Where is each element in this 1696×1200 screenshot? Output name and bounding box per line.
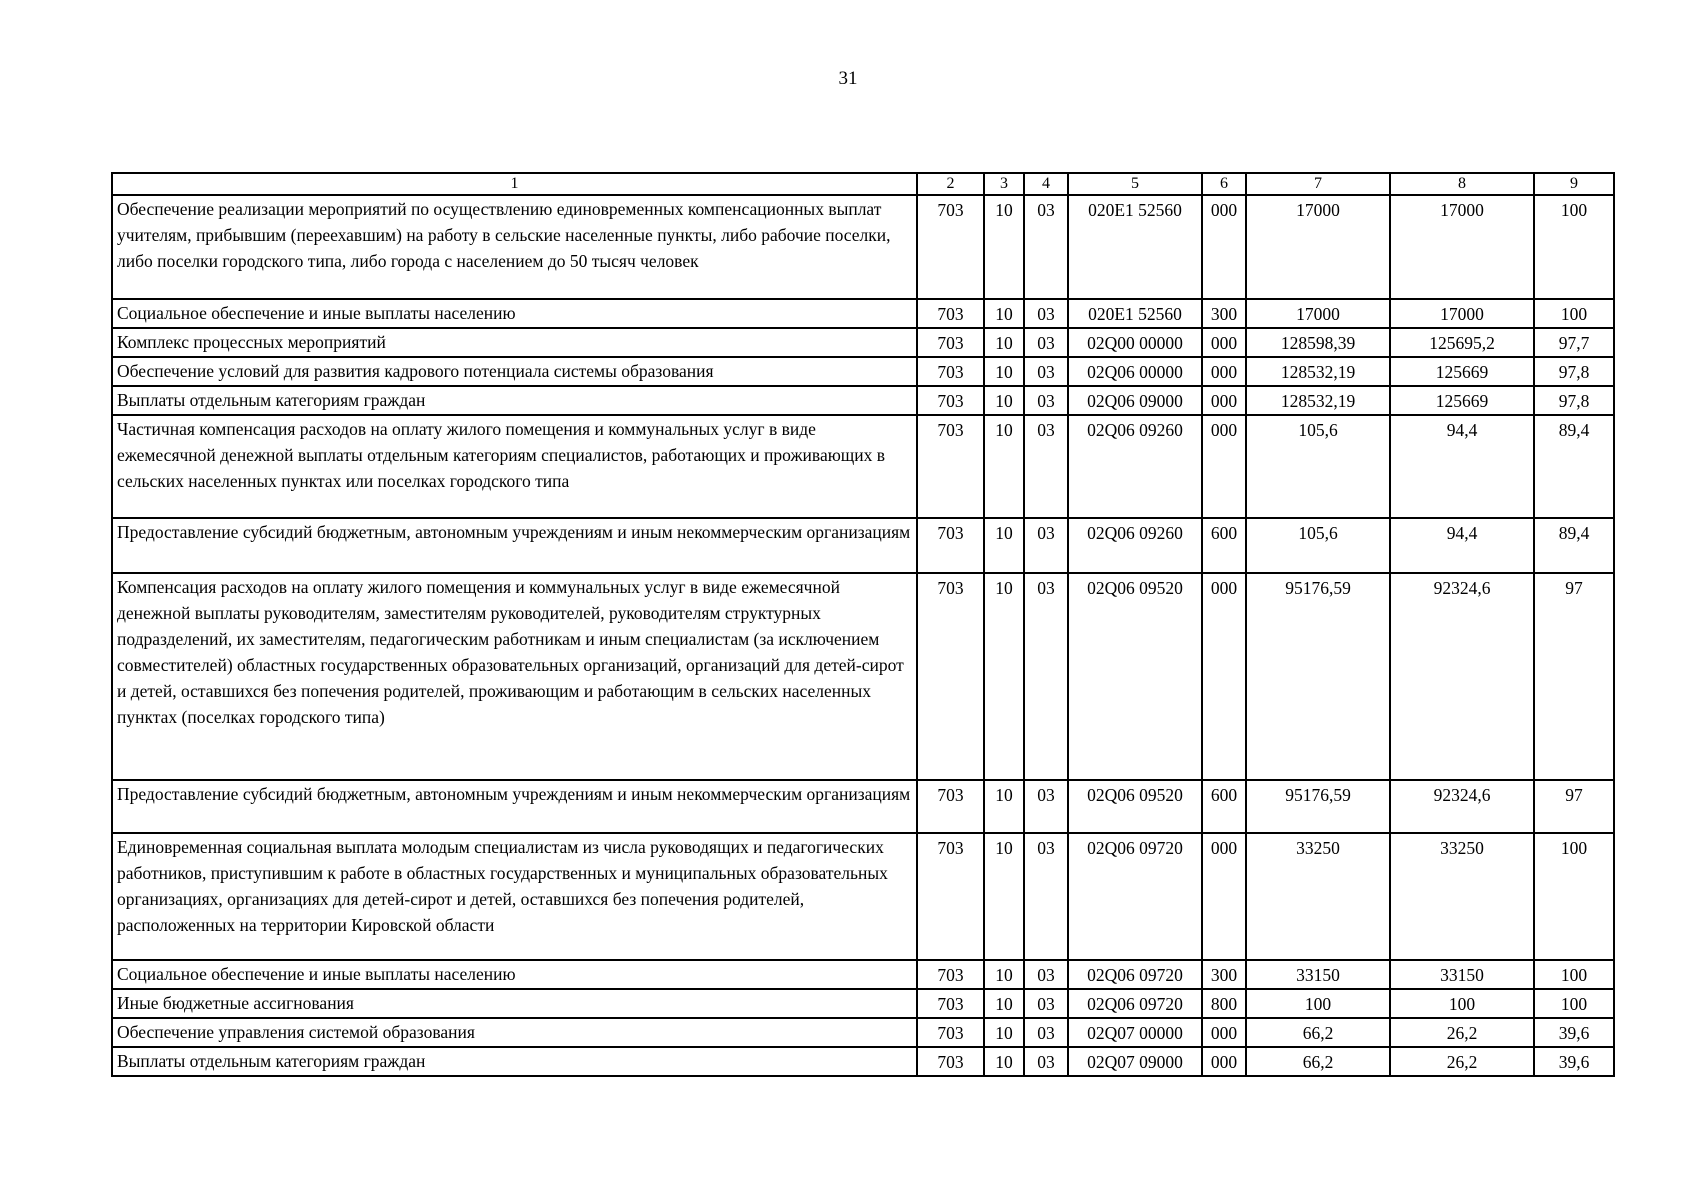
table-row	[112, 833, 1614, 960]
cell-c4: 03	[1024, 299, 1068, 328]
cell-c8: 17000	[1390, 195, 1534, 299]
cell-c6: 000	[1202, 328, 1246, 357]
cell-c4: 03	[1024, 1047, 1068, 1076]
header-cell: 3	[984, 173, 1024, 195]
cell-c5: 02Q06 09720	[1068, 989, 1202, 1018]
table-row	[112, 989, 1614, 1018]
row-name: Социальное обеспечение и иные выплаты населению	[112, 960, 917, 989]
cell-c9: 39,6	[1534, 1018, 1614, 1047]
cell-c5: 02Q06 09520	[1068, 573, 1202, 780]
row-name: Предоставление субсидий бюджетным, автономным учреждениям и иным некоммерческим организациям	[112, 518, 917, 573]
cell-c2: 703	[917, 299, 984, 328]
row-name: Выплаты отдельным категориям граждан	[112, 1047, 917, 1076]
header-cell: 2	[917, 173, 984, 195]
table-row	[112, 1047, 1614, 1076]
cell-c7: 105,6	[1246, 518, 1390, 573]
cell-c5: 02Q06 09260	[1068, 415, 1202, 518]
row-name: Иные бюджетные ассигнования	[112, 989, 917, 1018]
cell-c5: 02Q06 09720	[1068, 833, 1202, 960]
cell-c9: 97	[1534, 780, 1614, 833]
table-row	[112, 328, 1614, 357]
cell-c4: 03	[1024, 960, 1068, 989]
cell-c3: 10	[984, 518, 1024, 573]
header-cell: 6	[1202, 173, 1246, 195]
header-cell: 9	[1534, 173, 1614, 195]
row-name: Комплекс процессных мероприятий	[112, 328, 917, 357]
cell-c2: 703	[917, 989, 984, 1018]
cell-c5: 02Q00 00000	[1068, 328, 1202, 357]
cell-c3: 10	[984, 960, 1024, 989]
cell-c2: 703	[917, 357, 984, 386]
cell-c7: 95176,59	[1246, 573, 1390, 780]
cell-c7: 105,6	[1246, 415, 1390, 518]
header-cell: 8	[1390, 173, 1534, 195]
row-name: Единовременная социальная выплата молодым специалистам из числа руководящих и педагогических работников, приступившим к работе в областных государственных и муниципальных образовательных организациях, организациях для детей-сирот и детей, оставшихся без попечения родителей, расположенных на территории Кировской области	[112, 833, 917, 960]
cell-c9: 100	[1534, 960, 1614, 989]
cell-c8: 26,2	[1390, 1047, 1534, 1076]
cell-c6: 600	[1202, 780, 1246, 833]
cell-c4: 03	[1024, 1018, 1068, 1047]
cell-c2: 703	[917, 195, 984, 299]
cell-c8: 94,4	[1390, 415, 1534, 518]
cell-c5: 02Q06 09000	[1068, 386, 1202, 415]
cell-c4: 03	[1024, 328, 1068, 357]
cell-c7: 95176,59	[1246, 780, 1390, 833]
cell-c3: 10	[984, 328, 1024, 357]
header-row	[112, 173, 1614, 195]
cell-c8: 100	[1390, 989, 1534, 1018]
cell-c4: 03	[1024, 833, 1068, 960]
cell-c3: 10	[984, 573, 1024, 780]
table-row	[112, 960, 1614, 989]
cell-c9: 100	[1534, 299, 1614, 328]
cell-c4: 03	[1024, 195, 1068, 299]
cell-c3: 10	[984, 780, 1024, 833]
header-cell: 1	[112, 173, 917, 195]
cell-c2: 703	[917, 386, 984, 415]
cell-c4: 03	[1024, 357, 1068, 386]
row-name: Частичная компенсация расходов на оплату жилого помещения и коммунальных услуг в виде ежемесячной денежной выплаты отдельным категориям специалистов, работающих и проживающих в сельских населенных пунктах или поселках городского типа	[112, 415, 917, 518]
row-name: Выплаты отдельным категориям граждан	[112, 386, 917, 415]
cell-c5: 02Q06 09720	[1068, 960, 1202, 989]
row-name: Обеспечение условий для развития кадрового потенциала системы образования	[112, 357, 917, 386]
cell-c6: 300	[1202, 299, 1246, 328]
cell-c2: 703	[917, 415, 984, 518]
cell-c6: 800	[1202, 989, 1246, 1018]
row-name: Социальное обеспечение и иные выплаты населению	[112, 299, 917, 328]
table-row	[112, 780, 1614, 833]
cell-c2: 703	[917, 573, 984, 780]
cell-c2: 703	[917, 1018, 984, 1047]
header-cell: 4	[1024, 173, 1068, 195]
cell-c5: 02Q06 09260	[1068, 518, 1202, 573]
cell-c5: 020E1 52560	[1068, 299, 1202, 328]
cell-c6: 000	[1202, 415, 1246, 518]
cell-c5: 02Q07 00000	[1068, 1018, 1202, 1047]
cell-c2: 703	[917, 328, 984, 357]
cell-c8: 33150	[1390, 960, 1534, 989]
cell-c6: 000	[1202, 1047, 1246, 1076]
cell-c4: 03	[1024, 415, 1068, 518]
table-row	[112, 518, 1614, 573]
cell-c8: 125669	[1390, 386, 1534, 415]
cell-c7: 33150	[1246, 960, 1390, 989]
row-name: Обеспечение управления системой образования	[112, 1018, 917, 1047]
cell-c9: 100	[1534, 195, 1614, 299]
cell-c8: 26,2	[1390, 1018, 1534, 1047]
cell-c9: 89,4	[1534, 415, 1614, 518]
cell-c9: 39,6	[1534, 1047, 1614, 1076]
table-row	[112, 1018, 1614, 1047]
header-cell: 5	[1068, 173, 1202, 195]
cell-c7: 66,2	[1246, 1047, 1390, 1076]
cell-c5: 020E1 52560	[1068, 195, 1202, 299]
cell-c3: 10	[984, 1047, 1024, 1076]
table-row	[112, 195, 1614, 299]
budget-table	[111, 172, 1615, 1077]
cell-c5: 02Q06 09520	[1068, 780, 1202, 833]
cell-c4: 03	[1024, 573, 1068, 780]
cell-c6: 000	[1202, 195, 1246, 299]
cell-c3: 10	[984, 833, 1024, 960]
table-row	[112, 386, 1614, 415]
cell-c8: 125669	[1390, 357, 1534, 386]
row-name: Обеспечение реализации мероприятий по осуществлению единовременных компенсационных выплат учителям, прибывшим (переехавшим) на работу в сельские населенные пункты, либо рабочие поселки, либо поселки городского типа, либо города с населением до 50 тысяч человек	[112, 195, 917, 299]
cell-c8: 125695,2	[1390, 328, 1534, 357]
cell-c5: 02Q06 00000	[1068, 357, 1202, 386]
cell-c6: 000	[1202, 833, 1246, 960]
cell-c7: 100	[1246, 989, 1390, 1018]
header-cell: 7	[1246, 173, 1390, 195]
cell-c3: 10	[984, 415, 1024, 518]
row-name: Компенсация расходов на оплату жилого помещения и коммунальных услуг в виде ежемесячной денежной выплаты руководителям, заместителям руководителей, руководителям структурных подразделений, их заместителям, педагогическим работникам и иным специалистам (за исключением совместителей) областных государственных образовательных организаций, организаций для детей-сирот и детей, оставшихся без попечения родителей, проживающим и работающим в сельских населенных пунктах (поселках городского типа)	[112, 573, 917, 780]
cell-c7: 128532,19	[1246, 386, 1390, 415]
cell-c4: 03	[1024, 780, 1068, 833]
cell-c2: 703	[917, 1047, 984, 1076]
cell-c8: 17000	[1390, 299, 1534, 328]
cell-c4: 03	[1024, 989, 1068, 1018]
cell-c7: 128598,39	[1246, 328, 1390, 357]
cell-c8: 94,4	[1390, 518, 1534, 573]
cell-c9: 97	[1534, 573, 1614, 780]
cell-c4: 03	[1024, 386, 1068, 415]
cell-c2: 703	[917, 960, 984, 989]
cell-c6: 000	[1202, 1018, 1246, 1047]
cell-c3: 10	[984, 989, 1024, 1018]
cell-c7: 33250	[1246, 833, 1390, 960]
cell-c3: 10	[984, 357, 1024, 386]
cell-c7: 128532,19	[1246, 357, 1390, 386]
cell-c8: 92324,6	[1390, 780, 1534, 833]
cell-c3: 10	[984, 386, 1024, 415]
table-row	[112, 415, 1614, 518]
cell-c3: 10	[984, 299, 1024, 328]
cell-c6: 000	[1202, 386, 1246, 415]
table-row	[112, 357, 1614, 386]
page-number: 31	[838, 68, 858, 89]
cell-c5: 02Q07 09000	[1068, 1047, 1202, 1076]
cell-c3: 10	[984, 195, 1024, 299]
cell-c9: 89,4	[1534, 518, 1614, 573]
cell-c9: 100	[1534, 833, 1614, 960]
cell-c2: 703	[917, 780, 984, 833]
table-row	[112, 573, 1614, 780]
cell-c9: 97,8	[1534, 357, 1614, 386]
cell-c6: 300	[1202, 960, 1246, 989]
cell-c9: 97,7	[1534, 328, 1614, 357]
row-name: Предоставление субсидий бюджетным, автономным учреждениям и иным некоммерческим организациям	[112, 780, 917, 833]
cell-c6: 600	[1202, 518, 1246, 573]
cell-c7: 17000	[1246, 299, 1390, 328]
cell-c6: 000	[1202, 357, 1246, 386]
cell-c6: 000	[1202, 573, 1246, 780]
cell-c4: 03	[1024, 518, 1068, 573]
cell-c2: 703	[917, 518, 984, 573]
cell-c9: 100	[1534, 989, 1614, 1018]
cell-c2: 703	[917, 833, 984, 960]
cell-c7: 66,2	[1246, 1018, 1390, 1047]
cell-c9: 97,8	[1534, 386, 1614, 415]
cell-c7: 17000	[1246, 195, 1390, 299]
cell-c3: 10	[984, 1018, 1024, 1047]
cell-c8: 92324,6	[1390, 573, 1534, 780]
cell-c8: 33250	[1390, 833, 1534, 960]
table-row	[112, 299, 1614, 328]
